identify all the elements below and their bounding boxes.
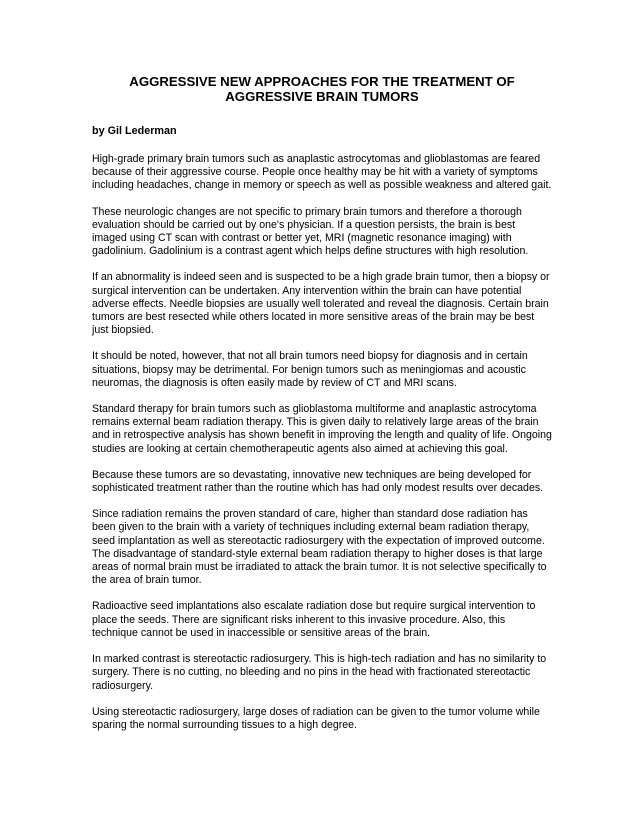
paragraph-5: Standard therapy for brain tumors such as glioblastoma multiforme and anaplastic astrocytoma remains external beam radiation therapy. This is given daily to relatively large areas of the brain and in retrospective analysis has shown benefit in improving the length and quality of life. Ongoing studies are looking at certain chemotherapeutic agents also aimed at achieving this goal. [92,403,552,455]
paragraph-3: If an abnormality is indeed seen and is suspected to be a high grade brain tumor, then a biopsy or surgical intervention can be undertaken. Any intervention within the brain can have potential adverse effects. Needle biopsies are usually well tolerated and reveal the diagnosis. Certain brain tumors are best resected while others located in more sensitive areas of the brain may be best just biopsied. [92,271,550,337]
document-title [92,74,552,104]
title-line-2: AGGRESSIVE BRAIN TUMORS [225,89,419,104]
paragraph-7: Since radiation remains the proven standard of care, higher than standard dose radiation has been given to the brain with a variety of techniques including external beam radiation therapy, seed implantation as well as stereotactic radiosurgery with the expectation of improved outcome. The disadvantage of standard-style external beam radiation therapy to higher doses is that large areas of normal brain must be irradiated to attack the brain tumor. It is not selective specifically to the area of brain tumor. [92,508,547,587]
paragraph-2: These neurologic changes are not specific to primary brain tumors and therefore a thorough evaluation should be carried out by one's physician. If a question persists, the brain is best imaged using CT scan with contrast or better yet, MRI (magnetic resonance imaging) with gadolinium. Gadolinium is a contrast agent which helps define structures with high resolution. [92,205,529,258]
paragraph-6: Because these tumors are so devastating, innovative new techniques are being developed for sophisticated treatment rather than the routine which has had only modest results over decades. [92,468,544,495]
paragraph-10: Using stereotactic radiosurgery, large doses of radiation can be given to the tumor volume while sparing the normal surrounding tissues to a high degree. [92,705,540,731]
paragraph-1: High-grade primary brain tumors such as anaplastic astrocytomas and glioblastomas are feared because of their aggressive course. People once healthy may be hit with a variety of symptoms including headaches, change in memory or speech as well as possible weakness and altered gait. [92,153,552,192]
author-byline: by Gil Lederman [92,125,177,137]
paragraph-4: It should be noted, however, that not all brain tumors need biopsy for diagnosis and in certain situations, biopsy may be detrimental. For benign tumors such as meningiomas and acoustic neuromas, the diagnosis is often easily made by review of CT and MRI scans. [92,350,528,389]
title-line-1: AGGRESSIVE NEW APPROACHES FOR THE TREATMENT OF [129,74,515,89]
document-page [92,74,552,745]
paragraph-9: In marked contrast is stereotactic radiosurgery. This is high-tech radiation and has no similarity to surgery. There is no cutting, no bleeding and no pins in the head with fractionated stereotactic radiosurgery. [92,653,547,692]
paragraph-8: Radioactive seed implantations also escalate radiation dose but require surgical intervention to place the seeds. There are significant risks inherent to this invasive procedure. Also, this technique cannot be used in inaccessible or sensitive areas of the brain. [92,600,536,639]
